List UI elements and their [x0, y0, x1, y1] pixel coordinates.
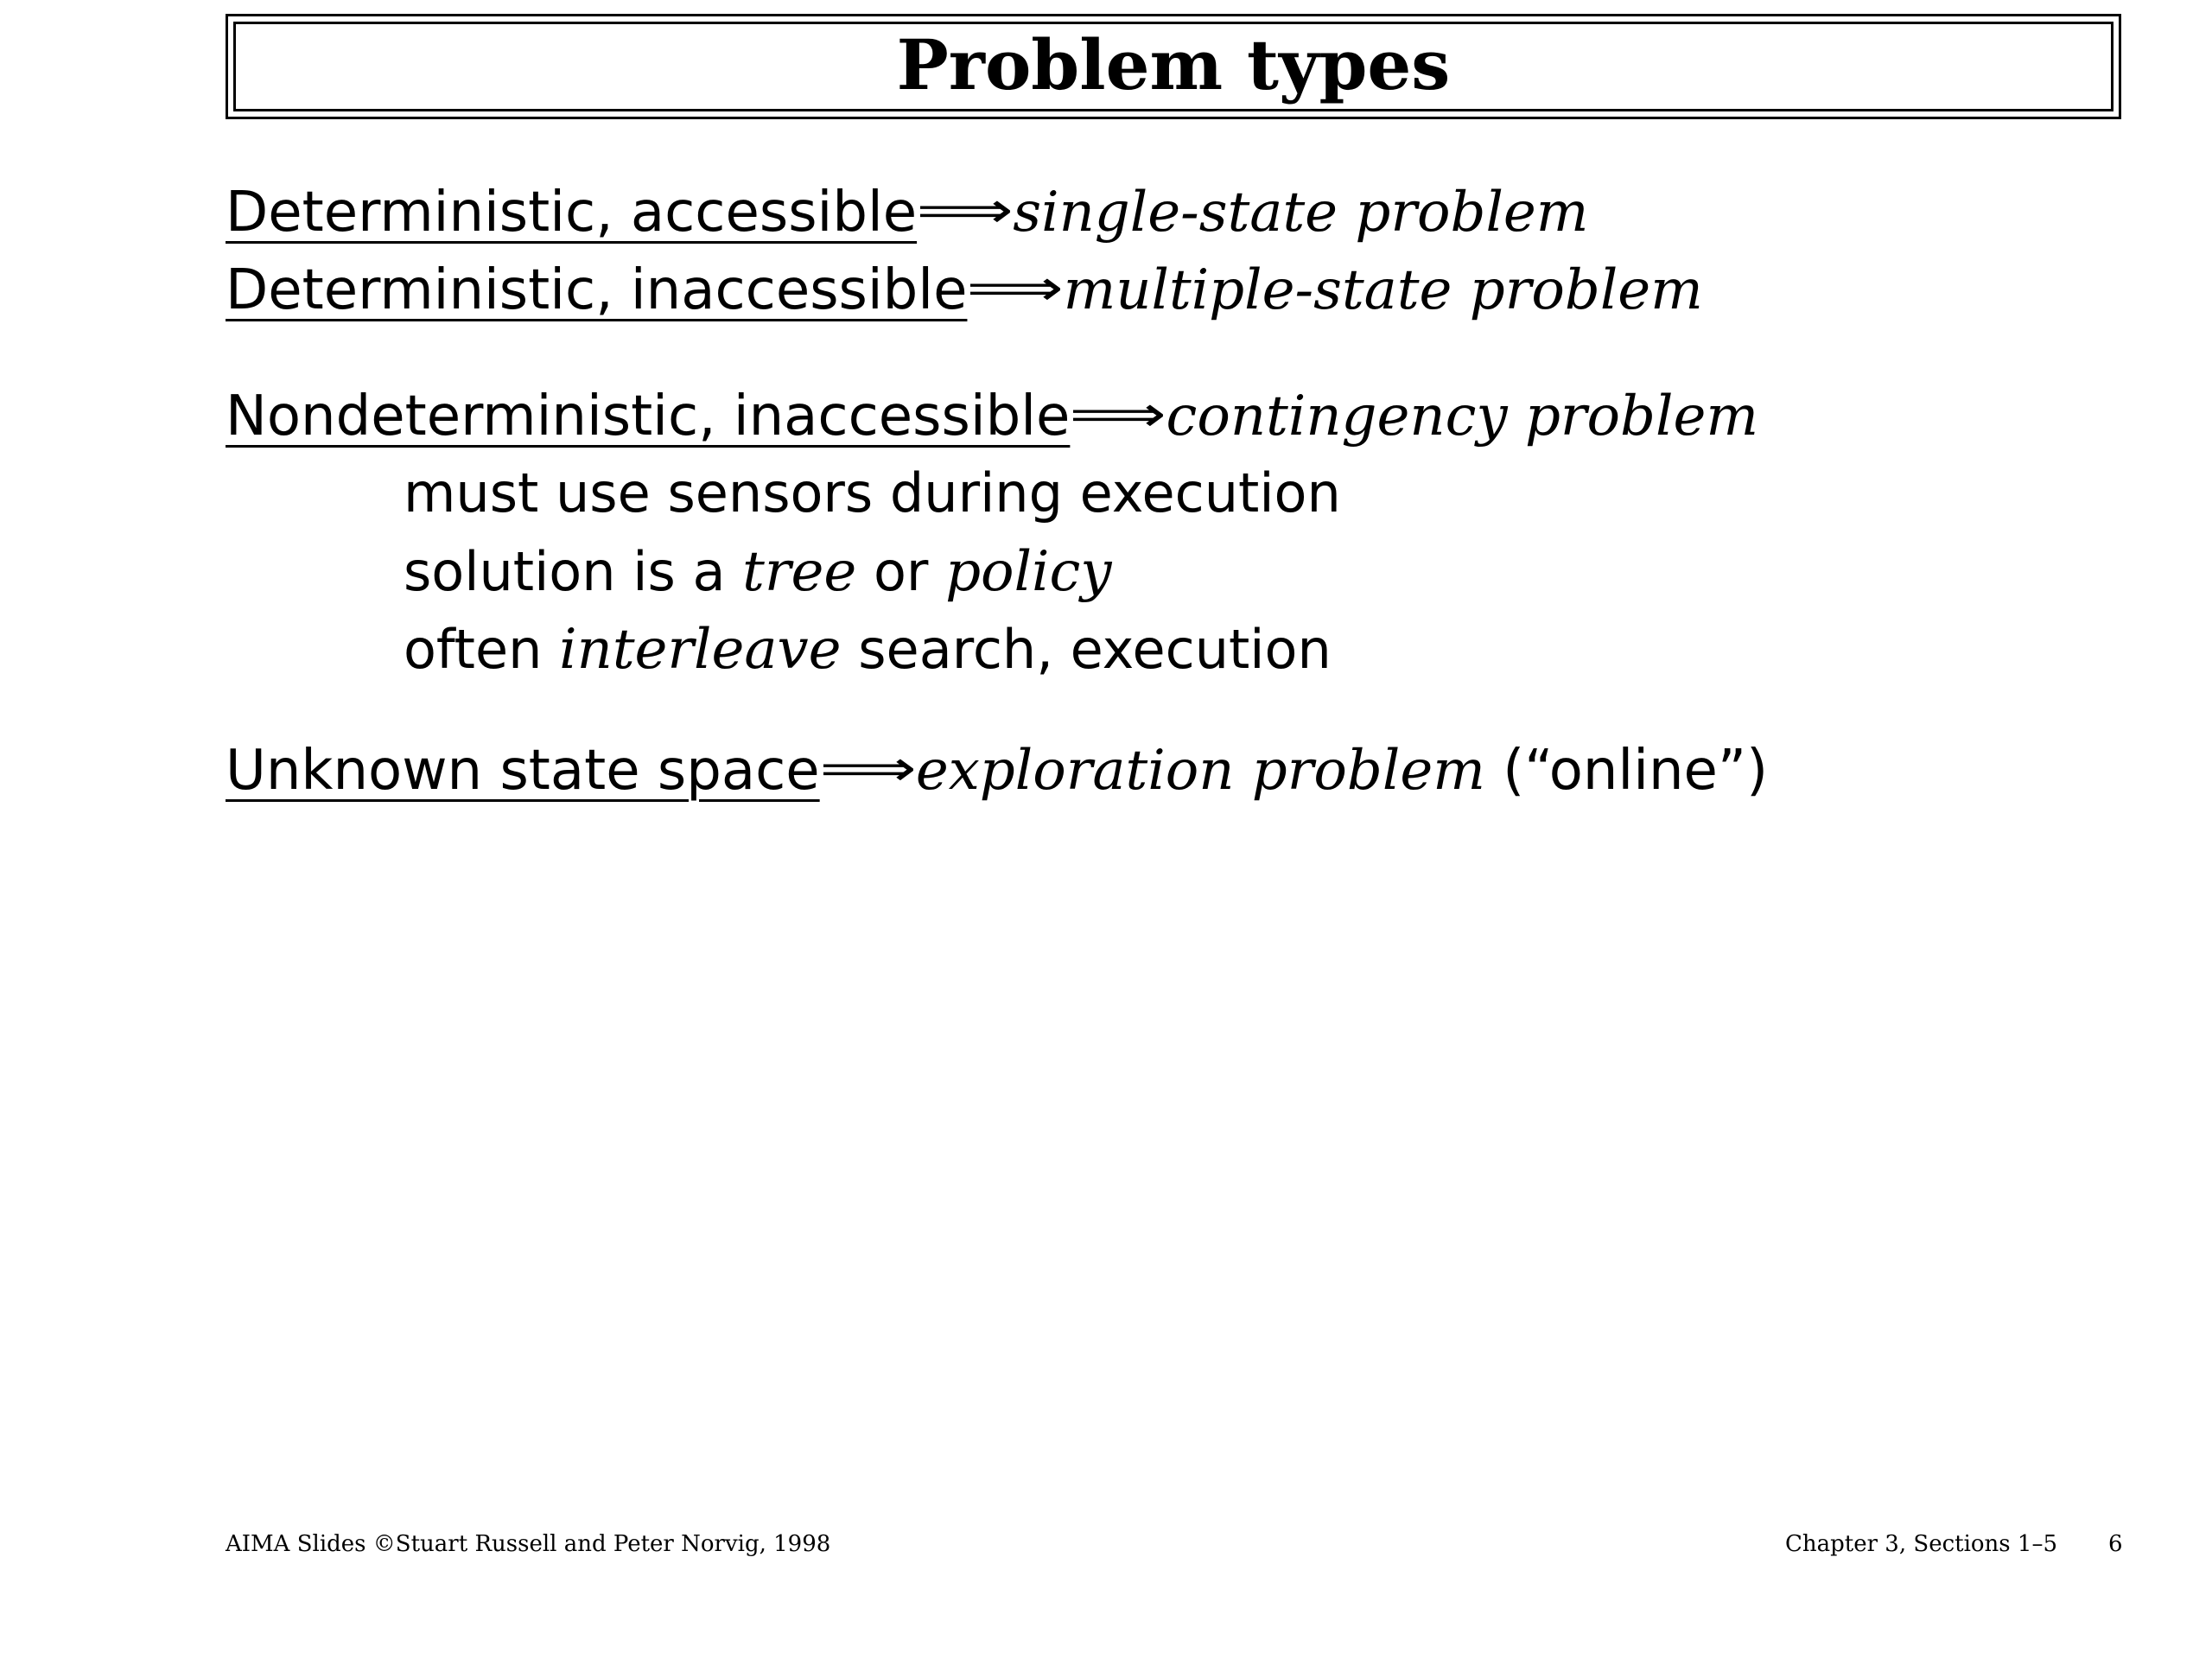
- slide-title: Problem types: [896, 24, 1451, 105]
- detail-term-tree: tree: [742, 540, 857, 604]
- title-frame: [226, 14, 2121, 119]
- problem-term: exploration problem: [915, 739, 1485, 803]
- problem-type-row-3: [226, 385, 1759, 448]
- problem-type-row-1: [226, 181, 1589, 245]
- problem-term: contingency problem: [1166, 385, 1759, 448]
- implies-arrow-icon: ⟹: [1069, 385, 1167, 443]
- problem-term: multiple-state problem: [1063, 258, 1703, 322]
- footer-page-number: 6: [2108, 1531, 2123, 1557]
- environment-label: Unknown state space: [226, 739, 820, 803]
- detail-text: often: [404, 618, 560, 681]
- implies-arrow-icon: ⟹: [819, 739, 917, 798]
- detail-term-policy: policy: [945, 540, 1112, 604]
- environment-label: Deterministic, accessible: [226, 181, 918, 245]
- environment-label: Nondeterministic, inaccessible: [226, 385, 1071, 448]
- contingency-detail-2: [404, 540, 1112, 604]
- environment-label: Deterministic, inaccessible: [226, 258, 968, 322]
- contingency-detail-1: [404, 461, 1341, 524]
- detail-term-interleave: interleave: [559, 618, 842, 682]
- problem-term: single-state problem: [1013, 181, 1589, 245]
- problem-type-row-2: [226, 258, 1703, 322]
- detail-text: or: [856, 540, 946, 603]
- detail-text: search, execution: [841, 618, 1332, 681]
- implies-arrow-icon: ⟹: [916, 181, 1014, 239]
- implies-arrow-icon: ⟹: [966, 258, 1065, 317]
- footer-chapter: Chapter 3, Sections 1–5: [1785, 1531, 2057, 1557]
- footer-credit: AIMA Slides ©Stuart Russell and Peter Norvig, 1998: [226, 1531, 831, 1557]
- title-frame-inner: [233, 22, 2113, 111]
- contingency-detail-3: [404, 618, 1332, 682]
- problem-type-row-4: [226, 739, 1769, 803]
- problem-term-note: (“online”): [1484, 739, 1769, 803]
- detail-text: must use sensors during execution: [404, 461, 1341, 524]
- detail-text: solution is a: [404, 540, 743, 603]
